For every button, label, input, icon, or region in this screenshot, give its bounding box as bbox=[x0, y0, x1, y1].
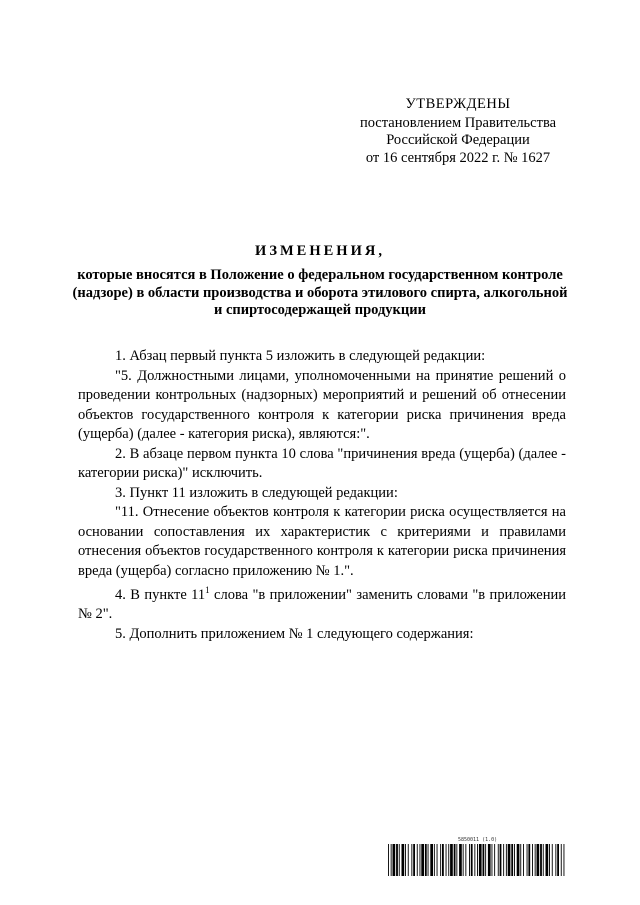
approval-line-3: от 16 сентября 2022 г. № 1627 bbox=[365, 149, 551, 166]
approval-block bbox=[340, 96, 576, 167]
document-subheading: которые вносятся в Положение о федеральном государственном контроле (надзоре) в области производства и оборота этилового спирта, алкогольной и спиртосодержащей продукции bbox=[72, 267, 568, 318]
paragraph-3: 3. Пункт 11 изложить в следующей редакции: bbox=[115, 484, 398, 501]
paragraph-3-quote: "11. Отнесение объектов контроля к категории риска осуществляется на основании сопоставления их характеристик с критериями и правилами отнесения объектов государственного контроля к категории риска причинения вреда (ущерба) согласно приложению № 1.". bbox=[78, 504, 566, 579]
paragraph-4 bbox=[78, 581, 566, 625]
paragraph-1: 1. Абзац первый пункта 5 изложить в следующей редакции: bbox=[115, 348, 486, 364]
paragraph-1-quote: "5. Должностными лицами, уполномоченными на принятие решений о проведении контрольных (надзорных) мероприятий и решений об отнесении объектов государственного контроля к категории риска причинения вреда (ущерба) (далее - категория риска), являются:". bbox=[78, 367, 566, 442]
paragraph-4-end: слова "в приложении" заменить словами "в приложении № 2". bbox=[78, 586, 566, 623]
approval-title: УТВЕРЖДЕНЫ bbox=[405, 96, 511, 112]
paragraph-4-superscript: 1 bbox=[205, 585, 210, 595]
paragraph-5: 5. Дополнить приложением № 1 следующего содержания: bbox=[115, 625, 474, 642]
barcode-number: 5850011 (1.0) bbox=[458, 837, 498, 843]
document-heading: ИЗМЕНЕНИЯ, bbox=[255, 243, 385, 259]
document-body bbox=[78, 347, 566, 644]
approval-line-1: постановлением Правительства bbox=[359, 114, 557, 131]
paragraph-2: 2. В абзаце первом пункта 10 слова "причинения вреда (ущерба) (далее - категории риска)" исключить. bbox=[78, 445, 566, 481]
barcode-image bbox=[388, 844, 566, 876]
barcode-block bbox=[388, 836, 566, 876]
paragraph-4-start: 4. В пункте 11 bbox=[115, 586, 206, 603]
approval-line-2: Российской Федерации bbox=[386, 132, 530, 148]
